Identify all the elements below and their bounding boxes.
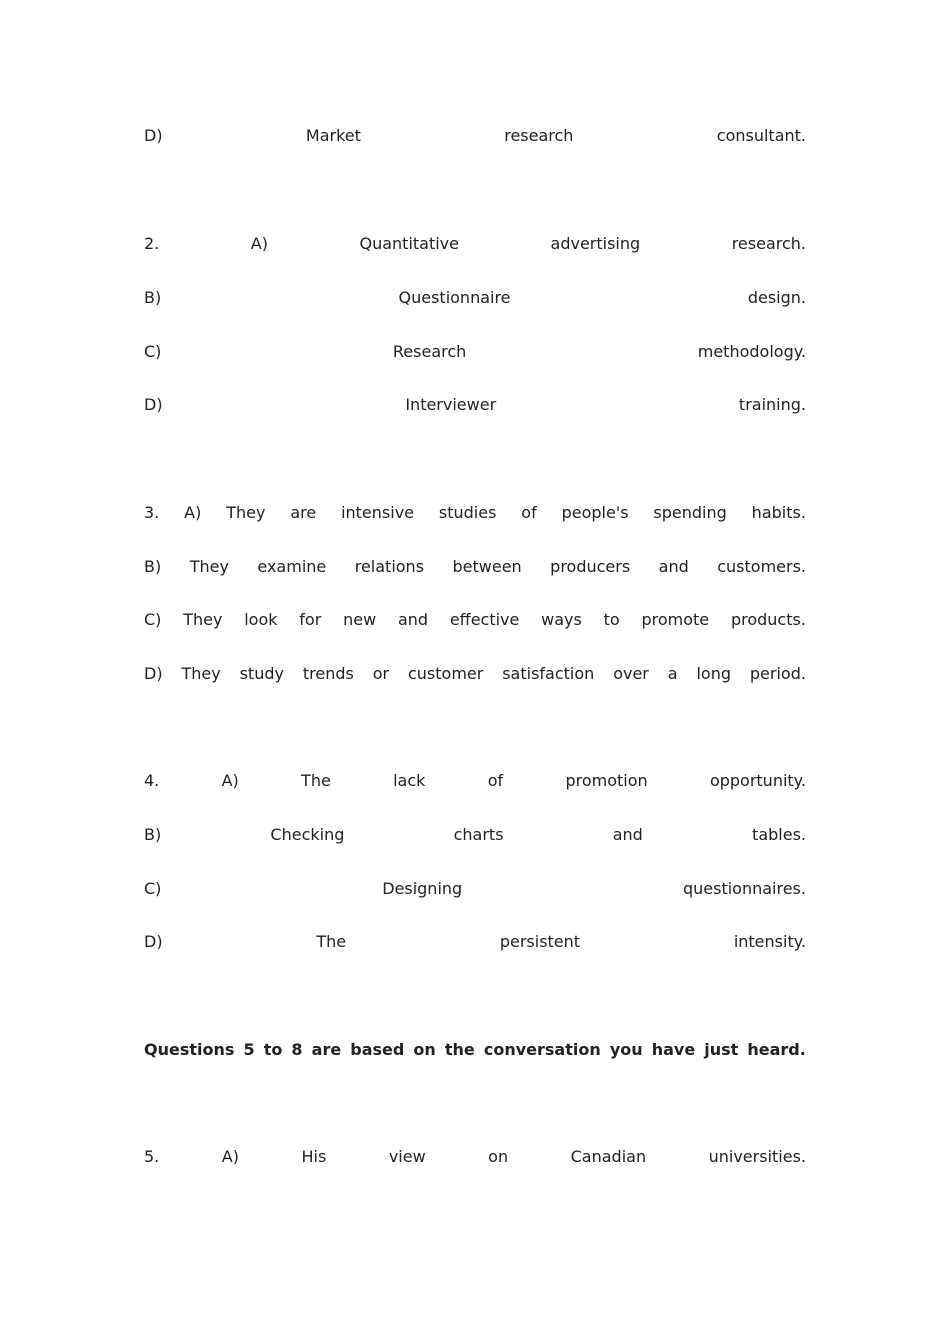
word: long [696, 664, 731, 683]
word: They [181, 664, 221, 683]
option-q3-a [144, 503, 806, 523]
word: 3. [144, 503, 160, 522]
word: over [613, 664, 649, 683]
word: Quantitative [359, 234, 459, 253]
word: studies [438, 503, 497, 522]
option-q2-c [144, 342, 806, 362]
word: producers [550, 557, 631, 576]
word: examine [257, 557, 327, 576]
option-q3-b [144, 557, 806, 577]
word: you [609, 1040, 643, 1059]
word: people's [561, 503, 629, 522]
word: D) [144, 932, 163, 951]
word: satisfaction [502, 664, 595, 683]
word: D) [144, 126, 163, 145]
word: a [667, 664, 678, 683]
word: of [521, 503, 537, 522]
word: or [372, 664, 390, 683]
word: Designing [382, 879, 463, 898]
option-q2-a [144, 234, 806, 254]
word: research. [731, 234, 806, 253]
word: C) [144, 879, 162, 898]
word: relations [354, 557, 425, 576]
word: intensity. [733, 932, 806, 951]
word: They [226, 503, 266, 522]
word: C) [144, 342, 162, 361]
word: 5 [243, 1040, 255, 1059]
word: customers. [717, 557, 806, 576]
word: on [488, 1147, 509, 1166]
word: to [603, 610, 620, 629]
word: to [263, 1040, 283, 1059]
word: of [487, 771, 504, 790]
word: B) [144, 825, 162, 844]
word: A) [184, 503, 202, 522]
word: 5. [144, 1147, 160, 1166]
word: Questions [144, 1040, 235, 1059]
word: study [239, 664, 284, 683]
word: consultant. [716, 126, 806, 145]
option-q3-c [144, 610, 806, 630]
option-q2-b [144, 288, 806, 308]
word: and [658, 557, 689, 576]
word: trends [302, 664, 354, 683]
word: D) [144, 395, 163, 414]
option-q2-d [144, 395, 806, 415]
word: Interviewer [405, 395, 497, 414]
word: Questionnaire [398, 288, 511, 307]
section-heading [144, 1040, 806, 1060]
word: D) [144, 664, 163, 683]
word: heard. [747, 1040, 806, 1059]
word: intensive [341, 503, 414, 522]
word: effective [449, 610, 520, 629]
word: They [183, 610, 223, 629]
word: 8 [291, 1040, 303, 1059]
word: on [413, 1040, 436, 1059]
word: have [651, 1040, 696, 1059]
word: A) [221, 1147, 239, 1166]
word: Checking [270, 825, 345, 844]
word: His [301, 1147, 327, 1166]
word: A) [221, 771, 239, 790]
word: just [704, 1040, 739, 1059]
word: between [452, 557, 522, 576]
word: research [504, 126, 574, 145]
word: based [350, 1040, 405, 1059]
word: They [189, 557, 229, 576]
word: charts [453, 825, 504, 844]
word: new [343, 610, 377, 629]
word: design. [747, 288, 806, 307]
word: period. [749, 664, 806, 683]
word: C) [144, 610, 162, 629]
word: advertising [550, 234, 641, 253]
word: training. [738, 395, 806, 414]
option-q5-a [144, 1147, 806, 1167]
word: customer [407, 664, 484, 683]
word: the [444, 1040, 475, 1059]
word: look [244, 610, 278, 629]
word: persistent [499, 932, 581, 951]
word: lack [393, 771, 426, 790]
word: conversation [483, 1040, 601, 1059]
option-q4-b [144, 825, 806, 845]
word: The [316, 932, 347, 951]
word: promotion [565, 771, 648, 790]
word: are [290, 503, 317, 522]
word: Canadian [570, 1147, 647, 1166]
word: promote [641, 610, 710, 629]
option-q4-a [144, 771, 806, 791]
word: The [301, 771, 331, 790]
word: 4. [144, 771, 160, 790]
word: B) [144, 557, 162, 576]
word: Market [305, 126, 361, 145]
word: B) [144, 288, 162, 307]
word: tables. [752, 825, 806, 844]
word: and [612, 825, 643, 844]
word: are [311, 1040, 342, 1059]
word: opportunity. [709, 771, 806, 790]
word: spending [653, 503, 727, 522]
option-q4-c [144, 879, 806, 899]
word: ways [541, 610, 582, 629]
word: and [397, 610, 429, 629]
option-q3-d [144, 664, 806, 684]
word: habits. [751, 503, 806, 522]
word: 2. [144, 234, 160, 253]
word: view [388, 1147, 426, 1166]
word: for [299, 610, 322, 629]
option-q1-d [144, 126, 806, 146]
word: A) [250, 234, 268, 253]
option-q4-d [144, 932, 806, 952]
word: Research [392, 342, 467, 361]
word: methodology. [697, 342, 806, 361]
word: universities. [708, 1147, 806, 1166]
word: products. [730, 610, 806, 629]
word: questionnaires. [682, 879, 806, 898]
